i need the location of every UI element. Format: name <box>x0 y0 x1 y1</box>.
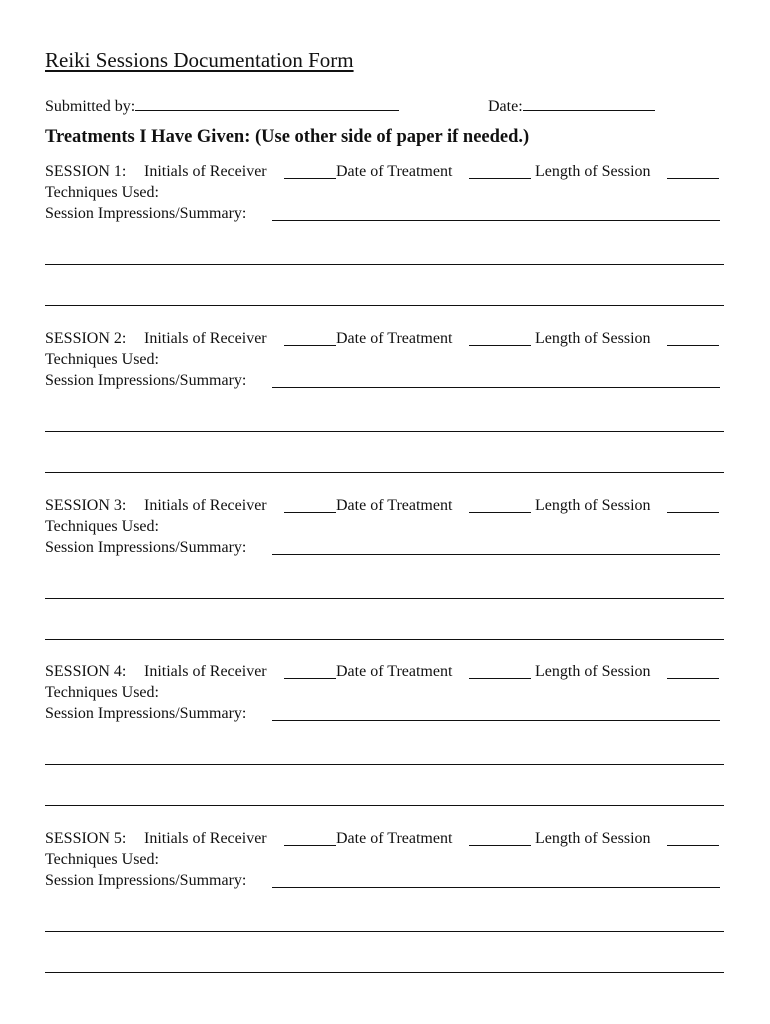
session-block <box>45 163 725 308</box>
summary-write-line[interactable] <box>45 263 724 265</box>
treatment-date-blank[interactable] <box>469 663 531 679</box>
session-length-blank[interactable] <box>667 330 719 346</box>
techniques-label: Techniques Used: <box>45 684 159 701</box>
session-block <box>45 497 725 642</box>
session-length-blank[interactable] <box>667 663 719 679</box>
session-label: SESSION 4: <box>45 663 127 680</box>
impressions-blank[interactable] <box>272 872 720 888</box>
session-length-label: Length of Session <box>535 163 651 180</box>
impressions-label: Session Impressions/Summary: <box>45 372 247 389</box>
impressions-line <box>45 205 725 226</box>
date-field <box>488 95 655 116</box>
treatment-date-label: Date of Treatment <box>336 830 453 847</box>
session-length-label: Length of Session <box>535 330 651 347</box>
submitted-by-blank[interactable] <box>135 95 399 111</box>
session-header-line <box>45 330 725 351</box>
summary-write-line[interactable] <box>45 430 724 432</box>
session-length-blank[interactable] <box>667 497 719 513</box>
initials-blank[interactable] <box>284 830 336 846</box>
session-length-blank[interactable] <box>667 830 719 846</box>
session-length-label: Length of Session <box>535 497 651 514</box>
session-header-line <box>45 497 725 518</box>
techniques-label: Techniques Used: <box>45 518 159 535</box>
impressions-blank[interactable] <box>272 205 720 221</box>
impressions-label: Session Impressions/Summary: <box>45 872 247 889</box>
session-label: SESSION 5: <box>45 830 127 847</box>
session-label: SESSION 3: <box>45 497 127 514</box>
submitted-by-field <box>45 95 399 116</box>
summary-write-line[interactable] <box>45 471 724 473</box>
summary-write-line[interactable] <box>45 971 724 973</box>
session-block <box>45 330 725 475</box>
treatment-date-label: Date of Treatment <box>336 663 453 680</box>
summary-write-line[interactable] <box>45 638 724 640</box>
summary-write-line[interactable] <box>45 930 724 932</box>
treatment-date-label: Date of Treatment <box>336 497 453 514</box>
impressions-label: Session Impressions/Summary: <box>45 705 247 722</box>
initials-label: Initials of Receiver <box>144 830 267 847</box>
techniques-label: Techniques Used: <box>45 184 159 201</box>
summary-write-line[interactable] <box>45 804 724 806</box>
techniques-label: Techniques Used: <box>45 851 159 868</box>
summary-write-line[interactable] <box>45 597 724 599</box>
session-block <box>45 663 725 808</box>
treatment-date-blank[interactable] <box>469 330 531 346</box>
session-header-line <box>45 830 725 851</box>
session-block <box>45 830 725 975</box>
techniques-line <box>45 851 725 872</box>
impressions-blank[interactable] <box>272 372 720 388</box>
session-length-blank[interactable] <box>667 163 719 179</box>
impressions-blank[interactable] <box>272 705 720 721</box>
initials-blank[interactable] <box>284 163 336 179</box>
submitted-by-label: Submitted by: <box>45 98 136 115</box>
header-fields <box>45 95 725 117</box>
session-label: SESSION 1: <box>45 163 127 180</box>
initials-label: Initials of Receiver <box>144 497 267 514</box>
treatment-date-blank[interactable] <box>469 497 531 513</box>
impressions-line <box>45 705 725 726</box>
session-label: SESSION 2: <box>45 330 127 347</box>
techniques-line <box>45 684 725 705</box>
form-title: Reiki Sessions Documentation Form <box>45 48 354 72</box>
initials-label: Initials of Receiver <box>144 163 267 180</box>
treatment-date-blank[interactable] <box>469 830 531 846</box>
initials-blank[interactable] <box>284 497 336 513</box>
treatment-date-label: Date of Treatment <box>336 330 453 347</box>
impressions-blank[interactable] <box>272 539 720 555</box>
impressions-line <box>45 372 725 393</box>
impressions-line <box>45 872 725 893</box>
session-length-label: Length of Session <box>535 663 651 680</box>
treatments-heading: Treatments I Have Given: (Use other side of paper if needed.) <box>45 127 530 147</box>
session-header-line <box>45 663 725 684</box>
impressions-label: Session Impressions/Summary: <box>45 205 247 222</box>
initials-label: Initials of Receiver <box>144 330 267 347</box>
techniques-line <box>45 518 725 539</box>
treatment-date-label: Date of Treatment <box>336 163 453 180</box>
techniques-line <box>45 184 725 205</box>
session-header-line <box>45 163 725 184</box>
techniques-label: Techniques Used: <box>45 351 159 368</box>
date-label: Date: <box>488 98 523 115</box>
session-length-label: Length of Session <box>535 830 651 847</box>
initials-blank[interactable] <box>284 330 336 346</box>
impressions-line <box>45 539 725 560</box>
techniques-line <box>45 351 725 372</box>
treatment-date-blank[interactable] <box>469 163 531 179</box>
initials-label: Initials of Receiver <box>144 663 267 680</box>
impressions-label: Session Impressions/Summary: <box>45 539 247 556</box>
initials-blank[interactable] <box>284 663 336 679</box>
date-blank[interactable] <box>523 95 655 111</box>
summary-write-line[interactable] <box>45 763 724 765</box>
summary-write-line[interactable] <box>45 304 724 306</box>
